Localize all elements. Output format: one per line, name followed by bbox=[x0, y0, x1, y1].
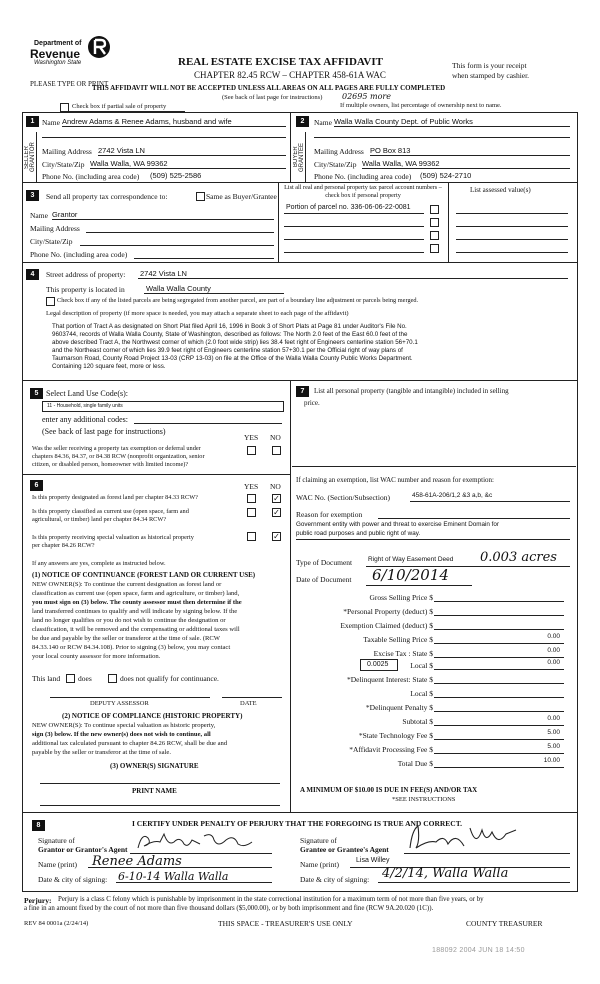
notice-line: land no longer qualifies or you do not wish to continue the designation or bbox=[32, 617, 226, 624]
reason-line-1: Government entity with power and threat to exercise Eminent Domain for bbox=[296, 521, 499, 528]
notice-line: land transferred continues to qualify and will indicate by signing below. If the bbox=[32, 608, 238, 615]
exemption-question-3: citizen, or disabled person, homeowner with limited income)? bbox=[32, 461, 189, 468]
historic-no-checkbox[interactable]: ✓ bbox=[273, 532, 280, 541]
buyer-mailing[interactable]: PO Box 813 bbox=[370, 146, 411, 155]
notice-line: classification as current use (open space, farm and agriculture, or timber) land, bbox=[32, 590, 240, 597]
processing-fee[interactable]: 5.00 bbox=[547, 743, 560, 750]
tax-row-label: Excise Tax : State $ bbox=[373, 649, 433, 658]
seller-city[interactable]: Walla Walla, WA 99362 bbox=[90, 159, 168, 168]
seller-mailing-label: Mailing Address bbox=[42, 147, 92, 156]
grantor-sig-label-2: Grantor or Grantor's Agent bbox=[38, 845, 128, 854]
seller-phone[interactable]: (509) 525-2586 bbox=[150, 171, 202, 180]
personal-property-label-1: List all personal property (tangible and intangible) included in selling bbox=[314, 387, 509, 395]
doc-type[interactable]: Right of Way Easement Deed bbox=[368, 556, 454, 563]
notice-line: classification, it will be removed and the compensating or additional taxes will bbox=[32, 626, 240, 633]
land-does-checkbox[interactable] bbox=[66, 674, 75, 683]
logo-state-text: Washington State bbox=[34, 60, 82, 66]
segregated-label: Check box if any of the listed parcels are being segregated from another parcel, are part of a boundary line adjustment or parcels being merged. bbox=[57, 297, 419, 304]
notice-line: additional tax calculated pursuant to chapter 84.26 RCW, shall be due and bbox=[32, 740, 228, 747]
grantee-print-label: Name (print) bbox=[300, 860, 339, 869]
street-address[interactable]: 2742 Vista LN bbox=[140, 269, 187, 278]
tax-row-label: *Delinquent Penalty $ bbox=[365, 703, 433, 712]
legal-line: Containing 120 square feet, more or less. bbox=[52, 363, 166, 370]
section-3-badge: 3 bbox=[26, 190, 39, 201]
revenue-logo-icon bbox=[86, 34, 112, 60]
tax-row-label: Exemption Claimed (deduct) $ bbox=[340, 621, 433, 630]
buyer-name-label: Name bbox=[314, 118, 332, 127]
seller-mailing[interactable]: 2742 Vista LN bbox=[98, 146, 145, 155]
buyer-phone[interactable]: (509) 524-2710 bbox=[420, 171, 472, 180]
same-as-buyer-label: Same as Buyer/Grantee bbox=[206, 192, 277, 201]
section-1-badge: 1 bbox=[26, 116, 39, 127]
dept-logo bbox=[22, 34, 122, 68]
multiple-owners-note: If multiple owners, list percentage of ownership next to name. bbox=[340, 102, 502, 109]
receipt-note-2: when stamped by cashier. bbox=[452, 71, 530, 80]
tax-row-label: *State Technology Fee $ bbox=[358, 731, 433, 740]
technology-fee[interactable]: 5.00 bbox=[547, 729, 560, 736]
grantee-print-name[interactable]: Lisa Willey bbox=[356, 857, 390, 864]
owner-signature-label: (3) OWNER(S) SIGNATURE bbox=[110, 762, 199, 770]
deputy-date-label: DATE bbox=[240, 700, 257, 707]
receipt-note-1: This form is your receipt bbox=[452, 61, 527, 70]
parcel-1-personal-checkbox[interactable] bbox=[430, 205, 439, 214]
historic-yes-checkbox[interactable] bbox=[247, 532, 256, 541]
partial-sale-label: Check box if partial sale of property bbox=[72, 103, 167, 110]
parcel-3-personal-checkbox[interactable] bbox=[430, 231, 439, 240]
notice-line: your local county assessor for more information. bbox=[32, 653, 161, 660]
section3-name-label: Name bbox=[30, 211, 48, 220]
wac-label: WAC No. (Section/Subsection) bbox=[296, 493, 390, 502]
buyer-mailing-label: Mailing Address bbox=[314, 147, 364, 156]
notice-compliance-title: (2) NOTICE OF COMPLIANCE (HISTORIC PROPERTY) bbox=[62, 712, 243, 720]
land-does-not-label: does not qualify for continuance. bbox=[120, 674, 219, 683]
buyer-side-label: BUYER GRANTEE bbox=[293, 142, 305, 172]
section-2-badge: 2 bbox=[296, 116, 309, 127]
section-5-badge: 5 bbox=[30, 388, 43, 399]
s6-no-header: NO bbox=[270, 482, 281, 491]
doc-type-handwritten: 0.003 acres bbox=[480, 550, 557, 565]
tax-row-label: Subtotal $ bbox=[402, 717, 433, 726]
historic-question-2: per chapter 84.26 RCW? bbox=[32, 542, 95, 549]
open-space-question-1: Is this property classified as current use (open space, farm and bbox=[32, 508, 189, 515]
tax-row-label: Gross Selling Price $ bbox=[369, 593, 433, 602]
notice-line: you must sign on (3) below. The county assessor must then determine if the bbox=[32, 599, 242, 606]
treasurer-space-label: THIS SPACE - TREASURER'S USE ONLY bbox=[218, 919, 353, 928]
legal-line: 9603744, records of Walla Walla County, State of Washington, described as follows: The North 2.0 feet of the East 60.0 feet of the bbox=[52, 331, 408, 338]
notice-line: 84.33.140 or RCW 84.34.108). Prior to signing (3) below, you may contact bbox=[32, 644, 231, 651]
forest-no-checkbox[interactable]: ✓ bbox=[273, 494, 280, 503]
grantee-sig-label-1: Signature of bbox=[300, 836, 337, 845]
grantor-print-label: Name (print) bbox=[38, 860, 77, 869]
tax-row-label: Total Due $ bbox=[397, 759, 433, 768]
exemption-yes-checkbox[interactable] bbox=[247, 446, 256, 455]
wac-number[interactable]: 458-61A-206/1,2 &3 a,b, &c bbox=[412, 492, 493, 499]
handwritten-ref: 02695 more bbox=[342, 92, 391, 101]
seller-city-label: City/State/Zip bbox=[42, 160, 85, 169]
section3-name[interactable]: Grantor bbox=[52, 210, 78, 219]
open-space-question-2: agricultural, or timber) land per chapter 84.34 RCW? bbox=[32, 516, 167, 523]
exemption-question-1: Was the seller receiving a property tax exemption or deferral under bbox=[32, 445, 201, 452]
open-space-no-checkbox[interactable]: ✓ bbox=[273, 508, 280, 517]
tax-row-label: Local $ bbox=[410, 661, 433, 670]
section-4-badge: 4 bbox=[26, 269, 39, 280]
tax-row-label: *Personal Property (deduct) $ bbox=[343, 607, 433, 616]
grantor-signature[interactable] bbox=[134, 830, 264, 852]
parcel-number[interactable]: Portion of parcel no. 336-06-06-22-0081 bbox=[286, 204, 411, 211]
deputy-assessor-label: DEPUTY ASSESSOR bbox=[90, 700, 149, 707]
section3-mailing-label: Mailing Address bbox=[30, 224, 80, 233]
local-rate-box[interactable] bbox=[360, 659, 398, 671]
street-label: Street address of property: bbox=[46, 270, 126, 279]
receipt-stamp: 188092 2004 JUN 18 14:50 bbox=[432, 947, 525, 954]
tax-row-label: Taxable Selling Price $ bbox=[363, 635, 433, 644]
forest-yes-checkbox[interactable] bbox=[247, 494, 256, 503]
this-land-label: This land bbox=[32, 674, 61, 683]
seller-side-label: SELLER GRANTOR bbox=[24, 142, 36, 172]
seller-name[interactable]: Andrew Adams & Renee Adams, husband and wife bbox=[62, 117, 232, 126]
same-as-buyer-checkbox[interactable] bbox=[196, 192, 205, 201]
grantor-print-name[interactable]: Renee Adams bbox=[92, 854, 182, 869]
reason-label: Reason for exemption bbox=[296, 510, 363, 519]
legal-line: That portion of Tract A as designated on Short Plat filed April 16, 1996 in Book 3 of Short Plats at Page 81 under Auditor's File No. bbox=[52, 323, 407, 330]
perjury-label: Perjury: bbox=[24, 896, 52, 905]
tax-correspondence-label: Send all property tax correspondence to: bbox=[46, 192, 168, 201]
land-use-select[interactable] bbox=[42, 401, 284, 412]
located-county[interactable]: Walla Walla County bbox=[146, 284, 211, 293]
s5-yes-header: YES bbox=[244, 433, 259, 442]
grantor-sig-label-1: Signature of bbox=[38, 836, 75, 845]
land-use-see-back: (See back of last page for instructions) bbox=[42, 427, 166, 436]
section3-phone-label: Phone No. (including area code) bbox=[30, 250, 128, 259]
exemption-claim-label: If claiming an exemption, list WAC number and reason for exemption: bbox=[296, 476, 494, 484]
grantee-date-city[interactable]: 4/2/14, Walla Walla bbox=[382, 866, 509, 881]
grantee-date-label: Date & city of signing: bbox=[300, 875, 370, 884]
grantee-signature[interactable] bbox=[406, 822, 526, 852]
county-treasurer-label: COUNTY TREASURER bbox=[466, 919, 543, 928]
total-due[interactable]: 10.00 bbox=[543, 757, 560, 764]
personal-property-label-2: price. bbox=[304, 399, 320, 407]
subtotal[interactable]: 0.00 bbox=[547, 715, 560, 722]
tax-row-label: *Delinquent Interest: State $ bbox=[346, 675, 433, 684]
grantor-date-label: Date & city of signing: bbox=[38, 875, 108, 884]
seller-name-label: Name bbox=[42, 118, 60, 127]
land-does-not-checkbox[interactable] bbox=[108, 674, 117, 683]
please-type: PLEASE TYPE OR PRINT bbox=[30, 80, 109, 88]
section-6-badge: 6 bbox=[30, 480, 43, 491]
perjury-text-1: Perjury is a class C felony which is punishable by imprisonment in the state correctional institution for a maximum term of not more than five years, or by bbox=[58, 896, 484, 903]
buyer-name[interactable]: Walla Walla County Dept. of Public Works bbox=[334, 117, 473, 126]
taxable-selling-price[interactable]: 0.00 bbox=[547, 633, 560, 640]
forest-question: Is this property designated as forest land per chapter 84.33 RCW? bbox=[32, 494, 198, 501]
form-chapter: CHAPTER 82.45 RCW – CHAPTER 458-61A WAC bbox=[194, 70, 386, 80]
reason-line-2: public road purposes and public right of way. bbox=[296, 530, 421, 537]
buyer-city[interactable]: Walla Walla, WA 99362 bbox=[362, 159, 440, 168]
land-use-label: Select Land Use Code(s): bbox=[46, 389, 128, 398]
doc-type-label: Type of Document bbox=[296, 558, 353, 567]
section3-city-label: City/State/Zip bbox=[30, 237, 73, 246]
legal-line: and the Northeast corner of which lies 39.9 feet right of Engineers centerline station 57+30.1 per the Official right of way plans of bbox=[52, 347, 403, 354]
s5-no-header: NO bbox=[270, 433, 281, 442]
doc-date-label: Date of Document bbox=[296, 575, 352, 584]
grantee-sig-label-2: Grantee or Grantee's Agent bbox=[300, 845, 389, 854]
notice-line: sign (3) below. If the new owner(s) does not wish to continue, all bbox=[32, 731, 211, 738]
historic-question-1: Is this property receiving special valuation as historical property bbox=[32, 534, 194, 541]
see-back-instructions: (See back of last page for instructions) bbox=[222, 94, 323, 101]
logo-revenue-text: Revenue bbox=[30, 47, 81, 61]
doc-date[interactable]: 6/10/2014 bbox=[372, 566, 449, 584]
segregated-checkbox[interactable] bbox=[46, 297, 55, 306]
tax-row-label: Local $ bbox=[410, 689, 433, 698]
print-name-label: PRINT NAME bbox=[132, 787, 177, 795]
exemption-no-checkbox[interactable] bbox=[272, 446, 281, 455]
form-number: REV 84 0001a (2/24/14) bbox=[24, 920, 89, 927]
excise-local[interactable]: 0.00 bbox=[547, 659, 560, 666]
tax-row-label: *Affidavit Processing Fee $ bbox=[349, 745, 433, 754]
section-8-badge: 8 bbox=[32, 820, 45, 831]
grantor-date-city[interactable]: 6-10-14 Walla Walla bbox=[118, 870, 229, 883]
see-instructions-note: *SEE INSTRUCTIONS bbox=[392, 796, 456, 803]
form-title: REAL ESTATE EXCISE TAX AFFIDAVIT bbox=[178, 56, 383, 68]
legal-description-label: Legal description of property (if more space is needed, you may attach a separate sheet to each page of the affidavit) bbox=[46, 310, 349, 317]
land-use-code: 11 - Household, single family units bbox=[47, 403, 123, 409]
notice-line: payable by the seller or transferor at the time of sale. bbox=[32, 749, 171, 756]
legal-line: above described Tract A, the Northwest corner of which (2.0 foot wide strip) lies 38.4 feet right of Engineers centerline station 56+70.1 bbox=[52, 339, 418, 346]
assessed-header: List assessed value(s) bbox=[470, 186, 531, 194]
seller-phone-label: Phone No. (including area code) bbox=[42, 172, 140, 181]
legal-line: Taumarson Road, County Road Project 13-03 (CRP 13-03) on file at the Office of the Walla Walla County Public Works Department. bbox=[52, 355, 413, 362]
s6-yes-header: YES bbox=[244, 482, 259, 491]
excise-state[interactable]: 0.00 bbox=[547, 647, 560, 654]
exemption-question-2: chapters 84.36, 84.37, or 84.38 RCW (nonprofit organization, senior bbox=[32, 453, 205, 460]
located-label: This property is located in bbox=[46, 285, 125, 294]
if-any-yes-note: If any answers are yes, complete as instructed below. bbox=[32, 560, 166, 567]
local-rate: 0.0025 bbox=[367, 661, 389, 668]
logo-dept-text: Department of bbox=[34, 40, 82, 47]
notice-line: NEW OWNER(S): To continue the current designation as forest land or bbox=[32, 581, 222, 588]
certify-statement: I CERTIFY UNDER PENALTY OF PERJURY THAT THE FOREGOING IS TRUE AND CORRECT. bbox=[132, 819, 463, 828]
form-warning: THIS AFFIDAVIT WILL NOT BE ACCEPTED UNLESS ALL AREAS ON ALL PAGES ARE FULLY COMPLETED bbox=[92, 84, 446, 92]
notice-line: be due and payable by the seller or transferor at the time of sale. (RCW bbox=[32, 635, 221, 642]
minimum-fee-note: A MINIMUM OF $10.00 IS DUE IN FEE(S) AND/OR TAX bbox=[300, 786, 478, 794]
notice-continuance-title: (1) NOTICE OF CONTINUANCE (FOREST LAND OR CURRENT USE) bbox=[32, 571, 256, 579]
open-space-yes-checkbox[interactable] bbox=[247, 508, 256, 517]
parcel-2-personal-checkbox[interactable] bbox=[430, 218, 439, 227]
perjury-text-2: a fine in an amount fixed by the court of not more than five thousand dollars ($5,000.00), or by both imprisonment and fine (RCW 9A.20.020 (1C)). bbox=[24, 905, 434, 912]
additional-codes-label: enter any additional codes: bbox=[42, 415, 128, 424]
parcel-4-personal-checkbox[interactable] bbox=[430, 244, 439, 253]
notice-line: NEW OWNER(S): To continue special valuation as historic property, bbox=[32, 722, 216, 729]
buyer-phone-label: Phone No. (including area code) bbox=[314, 172, 412, 181]
buyer-city-label: City/State/Zip bbox=[314, 160, 357, 169]
section-7-badge: 7 bbox=[296, 386, 309, 397]
parcel-header: List all real and personal property tax parcel account numbers – check box if personal property bbox=[284, 184, 442, 199]
land-does-label: does bbox=[78, 674, 92, 683]
